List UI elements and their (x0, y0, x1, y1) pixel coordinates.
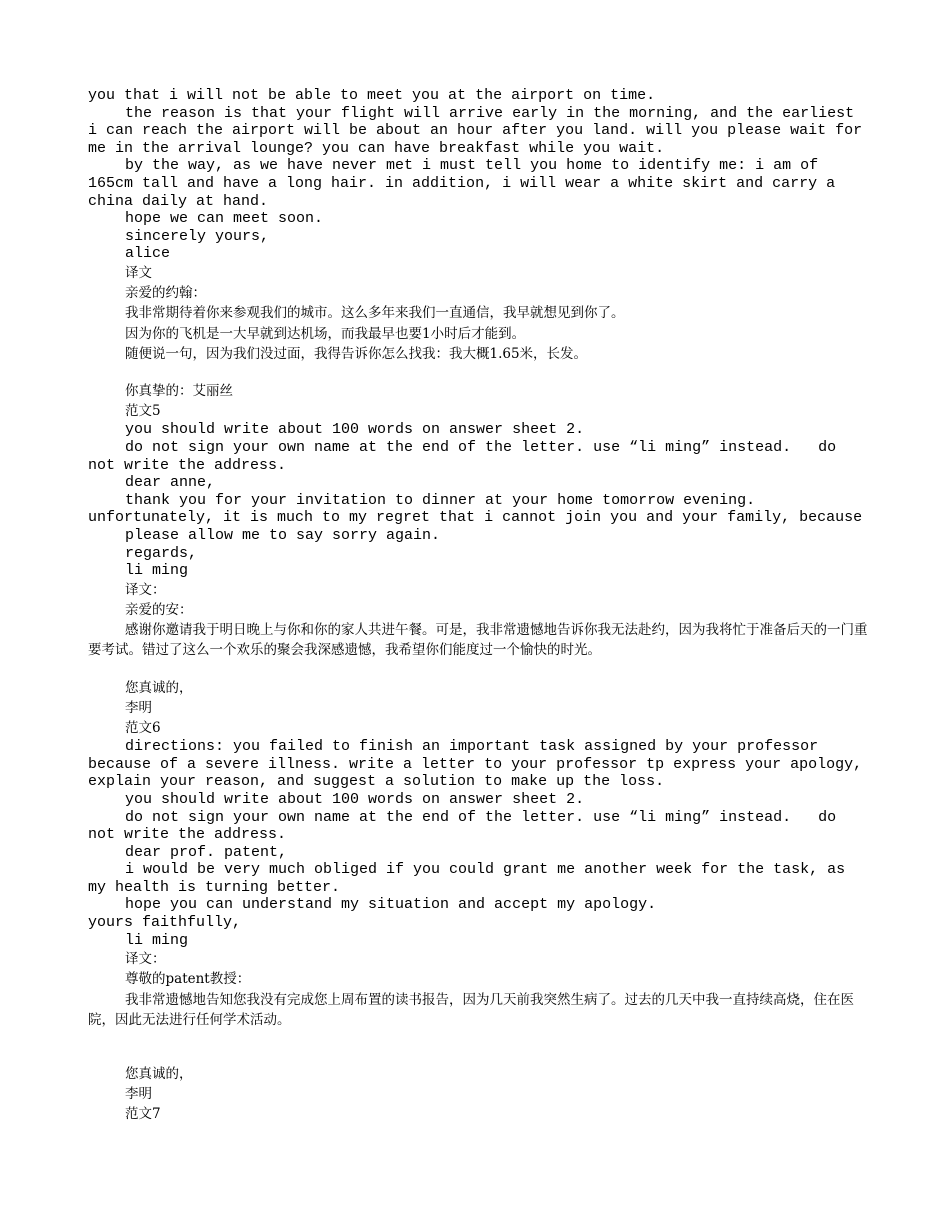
text-line: 译文： (125, 581, 166, 598)
text-line: by the way, as we have never met i must tell you home to identify me: i am of 165cm tall and have a long hair. in addition, i will wear a white skirt and carry a china daily at hand. (88, 157, 845, 210)
text-line: alice (125, 245, 171, 263)
text-line: you should write about 100 words on answer sheet 2. (125, 421, 585, 439)
text-line: hope we can meet soon. (125, 210, 324, 228)
text-line: 李明 (125, 699, 152, 716)
text-line: 因为你的飞机是一大早就到达机场，而我最早也要1小时后才能到。 (125, 325, 526, 342)
text-line: thank you for your invitation to dinner at your home tomorrow evening. unfortunately, it is much to my regret that i cannot join you and your family, because (88, 491, 863, 527)
text-line: dear prof. patent, (125, 843, 288, 861)
text-line: i would be very much obliged if you could grant me another week for the task, as my health is turning better. (88, 861, 855, 896)
text-line: 范文6 (125, 719, 161, 736)
text-line: the reason is that your flight will arrive early in the morning, and the earliest i can reach the airport will be about an hour after you land. will you please wait for me in the arrival lounge? you can have breakfast while you wait. (88, 104, 872, 157)
text-line: 随便说一句，因为我们没过面，我得告诉你怎么找我：我大概1.65米，长发。 (125, 345, 588, 362)
text-line: li ming (125, 562, 189, 580)
text-line: dear anne, (125, 474, 216, 492)
text-line: 感谢你邀请我于明日晚上与你和你的家人共进午餐。可是，我非常遗憾地告诉你我无法赴约，因为我将忙于准备后天的一门重要考试。错过了这么一个欢乐的聚会我深感遗憾，我希望你们能度过一个愉快的时光。 (88, 622, 868, 659)
text-line: yours faithfully, (88, 914, 242, 932)
blank-line (88, 661, 868, 678)
text-line: 您真诚的， (125, 679, 193, 696)
text-line: 李明 (125, 1086, 152, 1103)
text-line: 你真挚的：艾丽丝 (125, 382, 233, 399)
text-line: please allow me to say sorry again. (125, 526, 441, 544)
text-line: 尊敬的patent教授： (125, 971, 251, 988)
text-line: 范文7 (125, 1106, 161, 1123)
text-line: 亲爱的约翰： (125, 285, 206, 302)
text-line: hope you can understand my situation and accept my apology. (125, 896, 657, 914)
text-line: 我非常遗憾地告知您我没有完成您上周布置的读书报告，因为几天前我突然生病了。过去的几天中我一直持续高烧，住在医院，因此无法进行任何学术活动。 (88, 991, 854, 1028)
text-line: do not sign your own name at the end of the letter. use “li ming” instead. do not write the address. (88, 808, 846, 844)
blank-line (88, 1030, 868, 1047)
text-line: you should write about 100 words on answer sheet 2. (125, 790, 585, 808)
text-line: do not sign your own name at the end of the letter. use “li ming” instead. do not write the address. (88, 438, 846, 474)
text-line: 您真诚的， (125, 1066, 193, 1083)
text-line: 译文 (125, 264, 152, 281)
blank-line (88, 1047, 868, 1064)
text-line: li ming (125, 931, 189, 949)
document-body (88, 87, 872, 1125)
text-line: 亲爱的安： (125, 601, 193, 618)
text-line: directions: you failed to finish an important task assigned by your professor because of a severe illness. write a letter to your professor tp express your apology, explain your reason, and suggest a solution to make up the loss. (88, 738, 872, 791)
text-line: 译文： (125, 951, 166, 968)
blank-line (88, 364, 868, 381)
text-line: sincerely yours, (125, 227, 270, 245)
text-line: you that i will not be able to meet you at the airport on time. (88, 87, 656, 104)
text-line: 范文5 (125, 403, 161, 420)
text-line: 我非常期待着你来参观我们的城市。这么多年来我们一直通信，我早就想见到你了。 (125, 305, 625, 322)
text-line: regards, (125, 544, 198, 562)
